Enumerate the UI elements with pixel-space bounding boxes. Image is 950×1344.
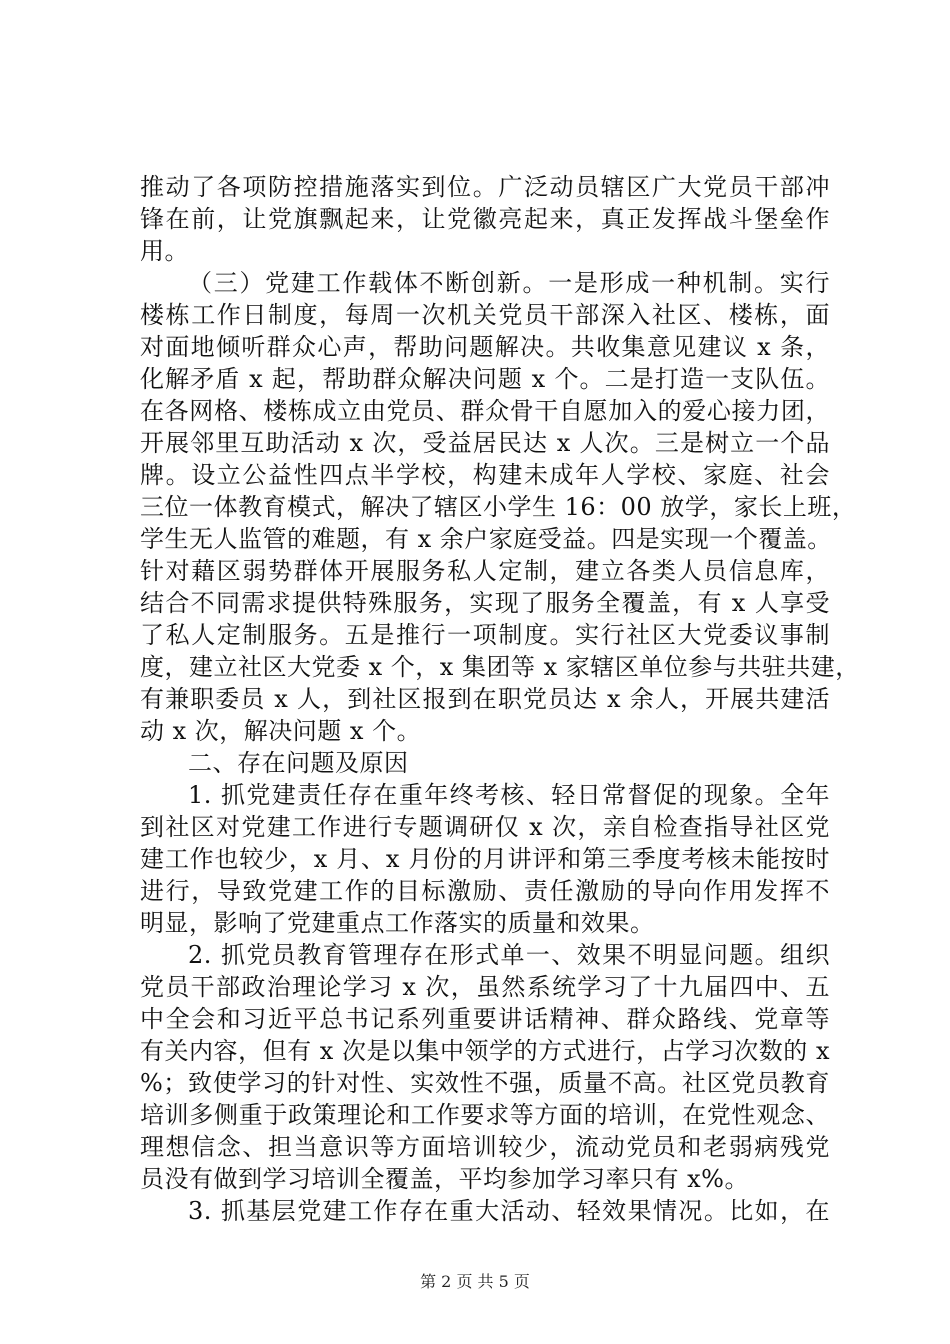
text-line: 到社区对党建工作进行专题调研仅 x 次，亲自检查指导社区党 <box>140 813 830 841</box>
text-line: 学生无人监管的难题，有 x 余户家庭受益。四是实现一个覆盖。 <box>140 525 832 553</box>
text-line: 有关内容，但有 x 次是以集中领学的方式进行，占学习次数的 x <box>140 1037 830 1065</box>
text-line: 1. 抓党建责任存在重年终考核、轻日常督促的现象。全年 <box>188 781 830 809</box>
section-heading-line: （三）党建工作载体不断创新。一是形成一种机制。实行 <box>188 269 830 297</box>
text-line: 三位一体教育模式，解决了辖区小学生 16：00 放学，家长上班， <box>140 493 857 521</box>
document-body <box>140 171 860 1227</box>
text-line: 进行，导致党建工作的目标激励、责任激励的导向作用发挥不 <box>140 877 830 905</box>
text-line: 推动了各项防控措施落实到位。广泛动员辖区广大党员干部冲 <box>140 173 830 201</box>
text-line: 培训多侧重于政策理论和工作要求等方面的培训，在党性观念、 <box>140 1101 830 1129</box>
section-heading: 二、存在问题及原因 <box>188 749 409 777</box>
text-line: 结合不同需求提供特殊服务，实现了服务全覆盖，有 x 人享受 <box>140 589 830 617</box>
text-line: 用。 <box>140 237 189 265</box>
text-line: 3. 抓基层党建工作存在重大活动、轻效果情况。比如，在 <box>188 1197 830 1225</box>
text-line: 有兼职委员 x 人，到社区报到在职党员达 x 余人，开展共建活 <box>140 685 830 713</box>
text-line: 化解矛盾 x 起，帮助群众解决问题 x 个。二是打造一支队伍。 <box>140 365 830 393</box>
text-line: 牌。设立公益性四点半学校，构建未成年人学校、家庭、社会 <box>140 461 830 489</box>
text-line: 2. 抓党员教育管理存在形式单一、效果不明显问题。组织 <box>188 941 830 969</box>
text-line: 在各网格、楼栋成立由党员、群众骨干自愿加入的爱心接力团， <box>140 397 830 425</box>
text-line: 针对藉区弱势群体开展服务私人定制，建立各类人员信息库， <box>140 557 830 585</box>
text-line: 对面地倾听群众心声，帮助问题解决。共收集意见建议 x 条， <box>140 333 830 361</box>
text-line: 理想信念、担当意识等方面培训较少，流动党员和老弱病残党 <box>140 1133 830 1161</box>
text-line: 开展邻里互助活动 x 次，受益居民达 x 人次。三是树立一个品 <box>140 429 830 457</box>
text-line: 建工作也较少，x 月、x 月份的月讲评和第三季度考核未能按时 <box>140 845 830 873</box>
text-line: 员没有做到学习培训全覆盖，平均参加学习率只有 x%。 <box>140 1165 749 1193</box>
text-line: 锋在前，让党旗飘起来，让党徽亮起来，真正发挥战斗堡垒作 <box>140 205 830 233</box>
text-line: 楼栋工作日制度，每周一次机关党员干部深入社区、楼栋，面 <box>140 301 830 329</box>
text-line: 明显，影响了党建重点工作落实的质量和效果。 <box>140 909 655 937</box>
page-number-footer: 第 2 页 共 5 页 <box>420 1272 530 1291</box>
text-line: 党员干部政治理论学习 x 次，虽然系统学习了十九届四中、五 <box>140 973 830 1001</box>
text-line: 度，建立社区大党委 x 个，x 集团等 x 家辖区单位参与共驻共建， <box>140 653 860 681</box>
text-line: 了私人定制服务。五是推行一项制度。实行社区大党委议事制 <box>140 621 830 649</box>
text-line: 动 x 次，解决问题 x 个。 <box>140 717 422 745</box>
text-line: %；致使学习的针对性、实效性不强，质量不高。社区党员教育 <box>140 1069 830 1097</box>
text-line: 中全会和习近平总书记系列重要讲话精神、群众路线、党章等 <box>140 1005 830 1033</box>
